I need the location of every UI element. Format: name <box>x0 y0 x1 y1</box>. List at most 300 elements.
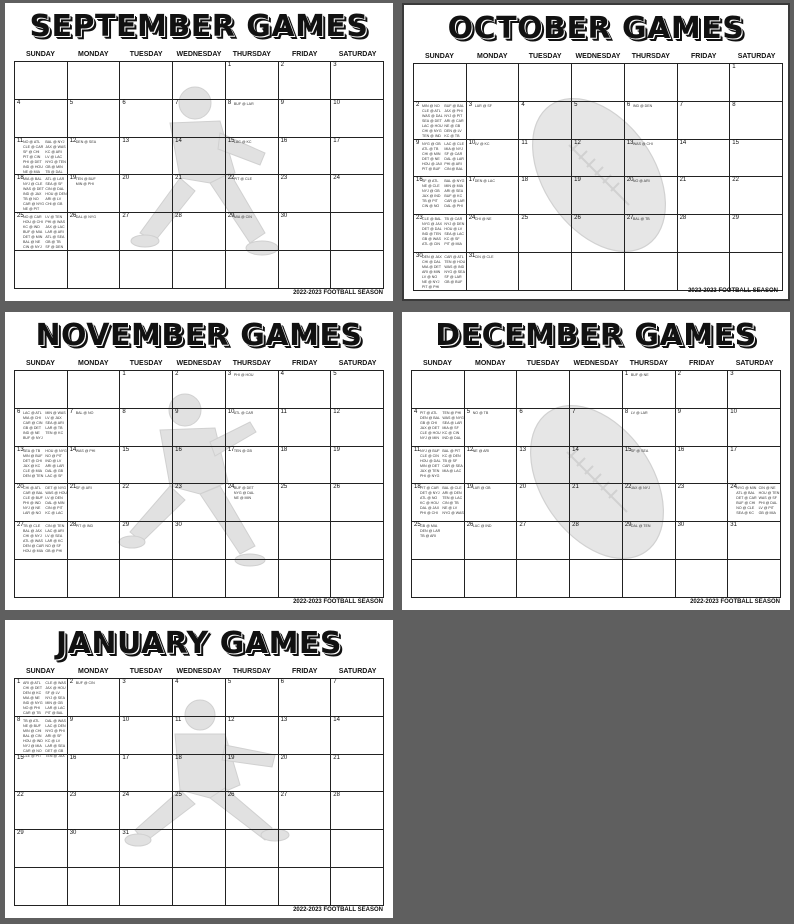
game-matchup: TB @ CLE <box>23 524 41 529</box>
game-matchup: BAL @ NO <box>75 410 94 415</box>
game-matchup: NO @ PIT <box>45 453 62 458</box>
game-matchup: BUF @ CIN <box>75 681 95 685</box>
day-number: 21 <box>679 177 687 184</box>
day-number: 1 <box>17 679 21 685</box>
day-number: 17 <box>227 446 235 453</box>
game-matchup: SF @ SEA <box>630 448 649 453</box>
game-matchup: MIN @ CHI <box>23 728 42 733</box>
game-matchup: PIT @ CAR <box>420 486 439 491</box>
day-cell <box>414 177 467 215</box>
game-matchup: KC @ HOU <box>420 501 439 506</box>
day-cell <box>68 138 121 176</box>
game-matchup: MIA @ BAL <box>23 177 42 182</box>
game-matchup: DEN @ TEN <box>23 473 44 478</box>
game-list <box>422 255 465 290</box>
calendar-sheet-september <box>5 3 393 301</box>
weekday-label: SUNDAY <box>25 668 55 675</box>
game-matchup: BAL @ NYJ <box>45 139 65 144</box>
game-matchup: CAR @ CIN <box>23 420 43 425</box>
game-matchup: LV @ KC <box>474 141 490 146</box>
game-matchup: SF @ LAR <box>444 275 462 280</box>
weekday-header <box>411 360 781 370</box>
month-grid <box>14 360 384 597</box>
day-number: 18 <box>17 175 24 182</box>
season-footer: 2022-2023 FOOTBALL SEASON <box>293 907 383 913</box>
game-matchup: HOU @ TEN <box>758 491 780 496</box>
game-matchup: BUF @ KC <box>444 194 463 199</box>
day-number: 22 <box>227 175 235 182</box>
day-cell <box>572 215 625 253</box>
game-list <box>23 215 66 250</box>
game-matchup: DET @ CHI <box>23 458 42 463</box>
day-cell <box>279 560 332 598</box>
game-list <box>76 140 119 145</box>
day-number: 18 <box>175 754 182 761</box>
weekday-label: TUESDAY <box>528 53 562 60</box>
game-matchup: SEA @ LAR <box>442 420 462 425</box>
day-cell <box>625 177 678 215</box>
day-number: 3 <box>227 371 232 377</box>
game-matchup: TEN @ KC <box>45 430 64 435</box>
day-cell <box>173 679 226 717</box>
day-cell <box>15 560 68 598</box>
day-number: 3 <box>333 62 337 68</box>
day-number: 22 <box>122 484 130 491</box>
month-title: DECEMBER GAMES <box>435 318 757 353</box>
day-cell <box>173 100 226 138</box>
game-matchup: KC @ SF <box>444 237 460 242</box>
day-number: 26 <box>574 215 581 222</box>
day-cell <box>414 102 467 140</box>
day-cell <box>226 792 279 830</box>
game-matchup: BUF @ BAL <box>444 103 464 108</box>
game-list <box>76 524 119 529</box>
day-cell <box>120 138 173 176</box>
calendar-sheet-november <box>5 312 393 610</box>
game-matchup: DAL @ JAX <box>420 506 440 511</box>
day-cell <box>279 62 332 100</box>
game-matchup: GB @ PHI <box>45 549 63 554</box>
day-number: 27 <box>122 213 130 220</box>
day-number: 29 <box>227 213 235 220</box>
game-list <box>631 373 674 378</box>
day-cell <box>120 560 173 598</box>
game-list <box>473 524 516 529</box>
day-number: 25 <box>521 215 529 222</box>
day-cell <box>15 138 68 176</box>
day-number: 27 <box>626 215 634 222</box>
day-cell <box>279 213 332 251</box>
game-matchup: ATL @ BAL <box>736 491 755 496</box>
day-cell <box>15 522 68 560</box>
weekday-header <box>413 53 783 63</box>
game-list <box>633 142 676 147</box>
game-matchup: WAS @ DET <box>23 187 44 192</box>
game-matchup: NYJ @ DEN <box>444 222 465 227</box>
day-cell <box>331 830 384 868</box>
day-cell <box>173 213 226 251</box>
game-matchup: NE @ MIN <box>233 496 252 501</box>
day-cells <box>411 370 781 598</box>
game-matchup: PHI @ CHI <box>420 511 438 516</box>
day-cell <box>623 371 676 409</box>
day-cell <box>623 522 676 560</box>
game-list <box>234 140 277 145</box>
day-number: 19 <box>466 484 474 491</box>
day-cell <box>331 755 384 793</box>
game-matchup: CIN @ PIT <box>45 506 63 511</box>
game-matchup: BUF @ LAR <box>233 101 254 106</box>
day-number: 31 <box>730 522 737 529</box>
day-cell <box>120 213 173 251</box>
day-cell <box>173 522 226 560</box>
day-cell <box>226 138 279 176</box>
weekday-label: SUNDAY <box>422 360 452 367</box>
day-number: 3 <box>122 679 126 685</box>
game-matchup: DAL @ NYG <box>75 215 96 220</box>
game-matchup: DAL @ MIN <box>45 501 65 506</box>
day-number: 17 <box>333 137 340 144</box>
game-matchup: TB @ DAL <box>45 169 63 174</box>
day-number: 8 <box>732 101 736 108</box>
game-matchup: BAL @ NYG <box>444 179 465 184</box>
game-matchup: IND @ HOU <box>23 164 43 169</box>
day-number: 8 <box>122 408 126 415</box>
day-cell <box>173 755 226 793</box>
day-cell <box>226 371 279 409</box>
game-matchup: BUF @ DET <box>233 486 254 491</box>
game-matchup: DEN @ LAC <box>474 179 495 184</box>
day-number: 2 <box>677 371 681 377</box>
game-matchup: CLE @ MIA <box>23 468 43 473</box>
day-number: 5 <box>69 99 74 106</box>
game-matchup: CAR @ SEA <box>442 463 463 468</box>
day-cell <box>173 251 226 289</box>
day-cell <box>173 175 226 213</box>
day-cell <box>68 522 121 560</box>
game-list <box>422 179 465 209</box>
game-matchup: LV @ JAX <box>45 415 62 420</box>
game-matchup: GB @ DET <box>23 425 42 430</box>
day-number: 24 <box>730 484 737 491</box>
game-list <box>76 681 119 686</box>
day-number: 5 <box>227 679 232 685</box>
game-matchup: CAR @ LAR <box>444 199 465 204</box>
game-matchup: LAR @ NO <box>23 511 42 516</box>
game-matchup: CIN @ NO <box>422 204 440 209</box>
day-cell <box>68 62 121 100</box>
day-number: 8 <box>624 408 629 415</box>
day-cell <box>120 447 173 485</box>
game-matchup: CHI @ GB <box>45 202 63 207</box>
day-cell <box>676 522 729 560</box>
day-number: 6 <box>626 101 631 108</box>
game-matchup: TB @ ATL <box>23 718 40 723</box>
game-matchup: DET @ DAL <box>422 227 442 232</box>
game-matchup: PHI @ IND <box>23 501 41 506</box>
game-matchup: GB @ MIA <box>758 511 776 516</box>
day-cell <box>412 409 465 447</box>
day-number: 16 <box>175 446 182 453</box>
game-matchup: CAR @ NYG <box>23 202 45 207</box>
day-cell <box>623 409 676 447</box>
game-matchup: TEN @ LAC <box>442 496 463 501</box>
game-list <box>631 449 674 454</box>
game-matchup: LV @ LAR <box>630 410 648 415</box>
day-number: 18 <box>521 177 529 184</box>
day-number: 3 <box>730 371 734 377</box>
day-number: 2 <box>175 371 179 377</box>
game-matchup: IND @ NYG <box>23 701 43 705</box>
day-number: 25 <box>175 792 182 799</box>
day-cell <box>226 62 279 100</box>
game-matchup: BAL @ PIT <box>442 448 461 453</box>
day-cell <box>173 484 226 522</box>
game-matchup: CIN @ CLE <box>474 255 494 260</box>
day-number: 10 <box>227 408 235 415</box>
game-matchup: LV @ PIT <box>758 506 775 511</box>
day-number: 27 <box>519 522 527 529</box>
game-matchup: ARI @ ATL <box>23 681 41 685</box>
game-list <box>76 411 119 416</box>
game-matchup: PIT @ BUF <box>422 166 441 171</box>
game-matchup: CIN @ NYJ <box>23 245 42 250</box>
day-cell <box>15 213 68 251</box>
weekday-header <box>14 360 384 370</box>
game-list <box>23 411 66 441</box>
game-list <box>234 411 277 416</box>
day-cell <box>331 62 384 100</box>
weekday-label: FRIDAY <box>689 360 715 367</box>
day-cell <box>15 409 68 447</box>
game-matchup: DAL @ WAS <box>45 718 66 723</box>
game-list <box>234 373 277 378</box>
game-matchup: NE @ LV <box>442 506 458 511</box>
game-list <box>475 217 518 222</box>
game-matchup: LAC @ HOU <box>422 123 443 128</box>
game-matchup: NYJ @ MIA <box>23 743 42 748</box>
game-list <box>420 486 463 516</box>
day-cell <box>331 484 384 522</box>
day-cell <box>412 522 465 560</box>
game-matchup: BUF @ CHI <box>736 501 756 506</box>
day-cell <box>728 371 781 409</box>
day-cell <box>68 447 121 485</box>
weekday-label: FRIDAY <box>292 668 318 675</box>
game-matchup: NYG @ SEA <box>444 270 465 275</box>
weekday-label: SUNDAY <box>424 53 454 60</box>
day-cell <box>279 717 332 755</box>
day-number: 29 <box>122 522 130 529</box>
day-number: 2 <box>416 101 420 108</box>
game-matchup: LAC @ ARI <box>45 529 64 534</box>
game-matchup: DEN @ CAR <box>23 544 44 549</box>
game-matchup: MIN @ DET <box>420 463 440 468</box>
weekday-label: MONDAY <box>78 360 109 367</box>
day-number: 24 <box>333 175 340 182</box>
game-matchup: CHI @ MIN <box>422 151 441 156</box>
day-number: 13 <box>17 446 24 453</box>
game-matchup: BAL @ NE <box>23 240 41 245</box>
day-number: 1 <box>227 62 232 68</box>
day-cell <box>678 64 731 102</box>
game-matchup: BUF @ MIA <box>23 230 43 235</box>
game-matchup: ARI @ MIN <box>422 270 441 275</box>
day-number: 10 <box>333 99 340 106</box>
day-cell <box>730 140 783 178</box>
day-number: 15 <box>227 137 235 144</box>
game-matchup: BAL @ TB <box>632 217 650 222</box>
game-matchup: PIT @ PHI <box>422 285 440 290</box>
game-matchup: NYG @ GB <box>422 141 441 146</box>
day-cell <box>173 560 226 598</box>
weekday-label: WEDNESDAY <box>176 668 222 675</box>
day-cell <box>519 102 572 140</box>
weekday-label: SUNDAY <box>25 51 55 58</box>
calendar-sheet-october <box>402 3 790 301</box>
weekday-label: FRIDAY <box>292 360 318 367</box>
game-matchup: TB @ NO <box>23 197 39 202</box>
day-cell <box>465 409 518 447</box>
game-matchup: DET @ NYG <box>45 486 66 491</box>
day-cell <box>728 447 781 485</box>
game-matchup: CLE @ PIT <box>23 753 42 758</box>
day-number: 4 <box>280 371 284 377</box>
weekday-header <box>14 668 384 678</box>
day-cell <box>173 62 226 100</box>
day-cell <box>331 560 384 598</box>
game-matchup: ARI @ SEA <box>444 189 464 194</box>
day-number: 19 <box>69 175 77 182</box>
day-number: 8 <box>227 99 232 106</box>
day-cell <box>467 140 520 178</box>
day-cell <box>730 102 783 140</box>
day-cell <box>572 253 625 291</box>
day-cell <box>414 64 467 102</box>
day-number: 26 <box>227 792 235 799</box>
game-matchup: LAR @ SF <box>474 103 492 108</box>
day-cell <box>517 371 570 409</box>
day-number: 13 <box>519 446 527 453</box>
day-number: 24 <box>468 215 476 222</box>
day-cell <box>15 830 68 868</box>
game-matchup: CIN @ BAL <box>444 166 463 171</box>
game-matchup: ATL @ CAR <box>233 410 254 415</box>
game-matchup: SEA @ SF <box>45 182 63 187</box>
game-matchup: WAS @ IND <box>444 265 465 270</box>
day-cell <box>465 560 518 598</box>
day-number: 1 <box>624 371 629 377</box>
game-matchup: NO @ CLE <box>736 506 755 511</box>
game-matchup: SF @ CHI <box>23 149 40 154</box>
game-matchup: TB @ ARI <box>420 534 437 539</box>
day-number: 9 <box>416 139 420 146</box>
day-cell <box>120 484 173 522</box>
day-number: 22 <box>624 484 632 491</box>
game-matchup: MIN @ PHI <box>75 182 94 187</box>
day-number: 25 <box>280 484 288 491</box>
day-cell <box>331 717 384 755</box>
day-number: 28 <box>679 215 687 222</box>
game-list <box>23 681 66 716</box>
game-matchup: CLE @ WAS <box>45 681 67 685</box>
game-matchup: ARI @ SF <box>45 733 62 738</box>
game-matchup: JAX @ WAS <box>45 144 66 149</box>
game-list <box>234 215 277 220</box>
game-matchup: ARI @ LAR <box>45 463 64 468</box>
day-cell <box>68 792 121 830</box>
day-cell <box>15 484 68 522</box>
day-number: 16 <box>677 446 685 453</box>
day-cell <box>279 409 332 447</box>
month-title: SEPTEMBER GAMES <box>29 9 369 44</box>
game-matchup: DEN @ BAL <box>420 415 441 420</box>
day-cell <box>625 140 678 178</box>
game-matchup: JAX @ PHI <box>444 108 463 113</box>
weekday-label: TUESDAY <box>129 668 163 675</box>
day-cell <box>678 102 731 140</box>
game-list <box>475 255 518 260</box>
game-matchup: JAX @ KC <box>23 463 41 468</box>
day-number: 25 <box>17 213 24 220</box>
day-number: 6 <box>17 408 21 415</box>
game-list <box>23 177 66 212</box>
weekday-label: WEDNESDAY <box>176 51 222 58</box>
game-matchup: SF @ ARI <box>75 486 92 491</box>
game-matchup: HOU @ NYG <box>45 448 67 453</box>
day-cell <box>15 679 68 717</box>
game-matchup: BAL @ CIN <box>23 733 42 738</box>
weekday-label: MONDAY <box>477 53 508 60</box>
game-matchup: NE @ GB <box>444 123 461 128</box>
day-number: 15 <box>624 446 632 453</box>
day-number: 1 <box>732 64 736 70</box>
game-matchup: PIT @ BAL <box>45 711 64 715</box>
day-cell <box>120 679 173 717</box>
day-cell <box>730 215 783 253</box>
weekday-label: MONDAY <box>475 360 506 367</box>
game-matchup: PHI @ WAS <box>45 220 66 225</box>
day-cell <box>226 213 279 251</box>
game-list <box>633 104 676 109</box>
day-cell <box>226 447 279 485</box>
weekday-label: THURSDAY <box>629 360 668 367</box>
day-number: 22 <box>732 177 739 184</box>
game-matchup: CHI @ DET <box>23 686 43 690</box>
game-matchup: NE @ PIT <box>23 207 40 212</box>
game-matchup: NYJ @ BUF <box>420 448 440 453</box>
game-matchup: LAC @ KC <box>233 139 252 144</box>
game-matchup: HOU @ JAX <box>422 161 443 166</box>
game-matchup: CLE @ HOU <box>420 430 441 435</box>
game-matchup: LAC @ SF <box>45 473 63 478</box>
day-cell <box>226 484 279 522</box>
game-list <box>76 215 119 220</box>
game-matchup: ARI @ DEN <box>442 491 462 496</box>
game-matchup: DET @ NE <box>422 156 440 161</box>
game-matchup: LAC @ DEN <box>45 723 66 728</box>
day-number: 30 <box>280 213 288 220</box>
weekday-label: TUESDAY <box>129 360 163 367</box>
game-matchup: MIA @ CHI <box>23 415 42 420</box>
game-matchup: JAX @ DET <box>420 425 440 430</box>
game-matchup: TEN @ IND <box>422 133 442 138</box>
game-matchup: JAX @ IND <box>422 194 441 199</box>
day-number: 29 <box>732 215 739 222</box>
weekday-label: SATURDAY <box>338 51 377 58</box>
day-number: 29 <box>624 522 632 529</box>
day-cell <box>519 215 572 253</box>
